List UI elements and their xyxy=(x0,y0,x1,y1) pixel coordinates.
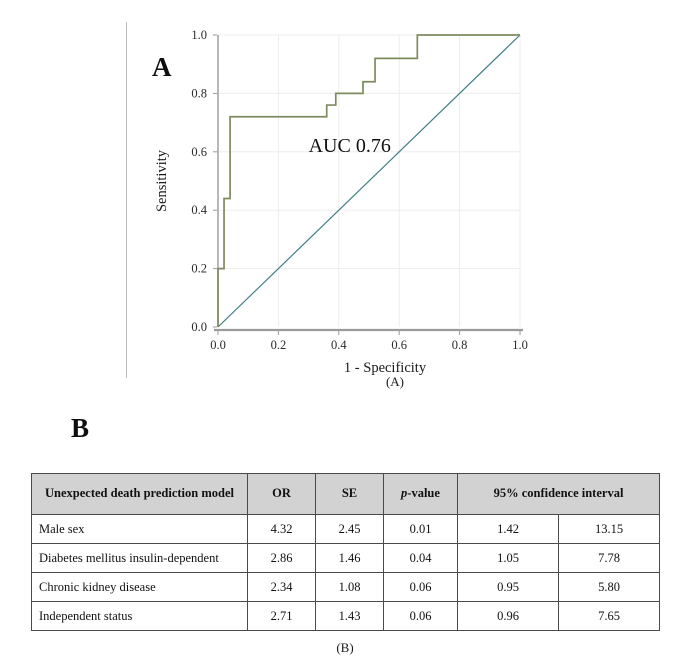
table-row xyxy=(32,573,660,602)
cell-ci-lower: 0.95 xyxy=(458,573,559,602)
cell-or: 4.32 xyxy=(248,515,316,544)
cell-ci-upper: 13.15 xyxy=(559,515,660,544)
cell-se: 1.46 xyxy=(316,544,384,573)
figure-caption-b: (B) xyxy=(336,640,354,655)
table-row xyxy=(32,544,660,573)
p-value-suffix: -value xyxy=(407,486,440,501)
table-row xyxy=(32,515,660,544)
x-tick-label: 0.0 xyxy=(210,338,226,352)
figure-caption-a: (A) xyxy=(385,374,405,389)
cell-ci-upper: 7.78 xyxy=(559,544,660,573)
cell-p-value: 0.04 xyxy=(384,544,458,573)
prediction-model-table xyxy=(31,473,660,631)
row-label-model: Male sex xyxy=(32,515,248,544)
y-axis-tick-labels xyxy=(191,28,207,334)
p-value-italic-prefix: p xyxy=(401,486,408,501)
cell-ci-upper: 7.65 xyxy=(559,602,660,631)
x-tick-label: 0.6 xyxy=(391,338,408,352)
y-tick-label: 0.8 xyxy=(191,86,207,101)
table-body xyxy=(32,515,660,631)
y-axis-ticks xyxy=(213,35,217,327)
cell-se: 2.45 xyxy=(316,515,384,544)
column-header-se: SE xyxy=(316,474,384,515)
x-tick-label: 0.2 xyxy=(270,338,287,352)
y-tick-label: 0.0 xyxy=(191,320,207,334)
table-header-row xyxy=(32,474,660,515)
table-header xyxy=(32,474,660,515)
x-tick-label: 0.8 xyxy=(451,338,468,352)
cell-ci-lower: 0.96 xyxy=(458,602,559,631)
cell-ci-lower: 1.42 xyxy=(458,515,559,544)
column-header-confidence-interval: 95% confidence interval xyxy=(458,474,660,515)
y-tick-label: 0.2 xyxy=(191,261,207,276)
cell-or: 2.71 xyxy=(248,602,316,631)
cell-p-value: 0.06 xyxy=(384,602,458,631)
y-axis-title: Sensitivity xyxy=(154,149,170,213)
y-tick-label: 1.0 xyxy=(191,28,207,42)
row-label-model: Independent status xyxy=(32,602,248,631)
x-tick-label: 1.0 xyxy=(512,338,528,352)
cell-p-value: 0.06 xyxy=(384,573,458,602)
panel-b-label: B xyxy=(71,413,90,443)
x-axis-title: 1 - Specificity xyxy=(343,360,427,376)
cell-ci-upper: 5.80 xyxy=(559,573,660,602)
row-label-model: Diabetes mellitus insulin-dependent xyxy=(32,544,248,573)
column-header-model: Unexpected death prediction model xyxy=(32,474,248,515)
x-axis-tick-labels xyxy=(210,338,528,352)
cell-or: 2.86 xyxy=(248,544,316,573)
cell-ci-lower: 1.05 xyxy=(458,544,559,573)
cell-or: 2.34 xyxy=(248,573,316,602)
table-row xyxy=(32,602,660,631)
row-label-model: Chronic kidney disease xyxy=(32,573,248,602)
y-tick-label: 0.4 xyxy=(191,203,207,218)
panel-a-label: A xyxy=(152,52,172,82)
column-header-p-value xyxy=(384,474,458,515)
cell-se: 1.43 xyxy=(316,602,384,631)
auc-annotation-label: AUC 0.76 xyxy=(308,134,391,157)
column-header-or: OR xyxy=(248,474,316,515)
cell-p-value: 0.01 xyxy=(384,515,458,544)
cell-se: 1.08 xyxy=(316,573,384,602)
y-tick-label: 0.6 xyxy=(191,144,207,159)
x-tick-label: 0.4 xyxy=(330,338,347,352)
